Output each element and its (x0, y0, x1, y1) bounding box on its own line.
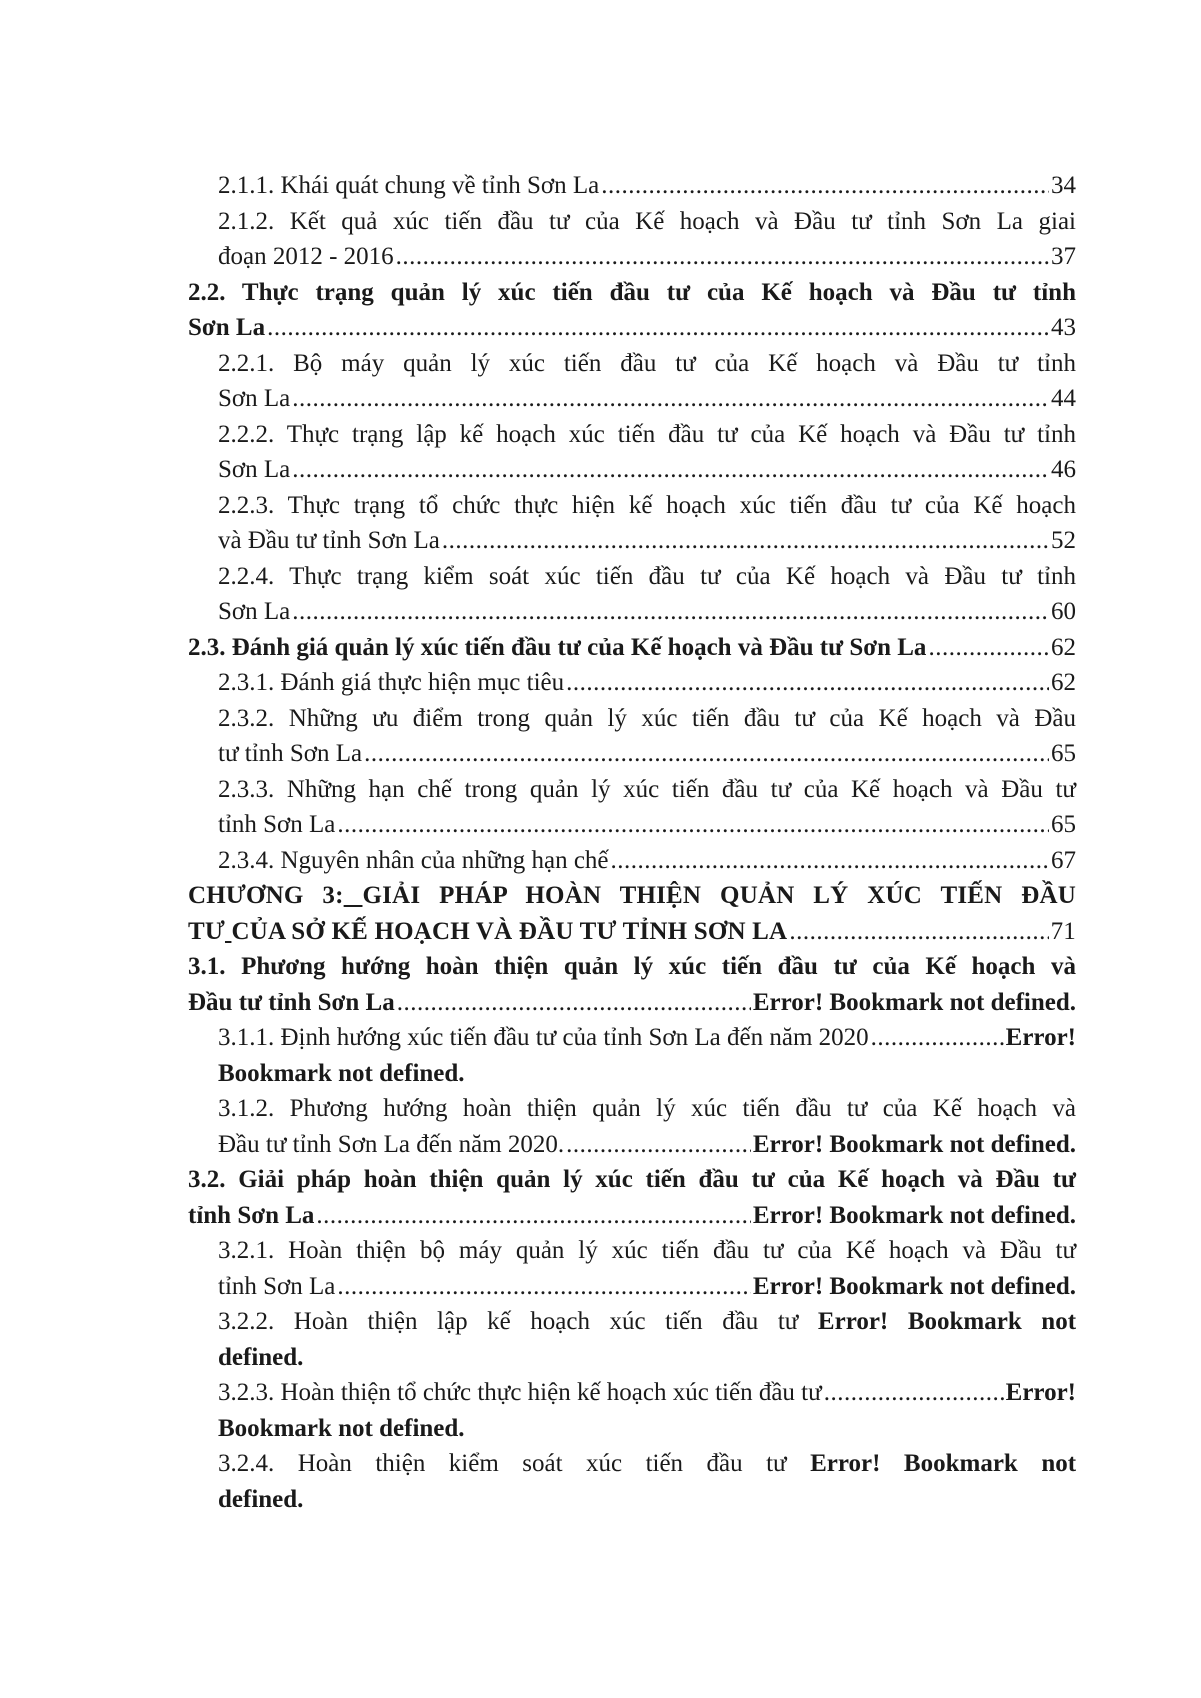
toc-entry-title: 2.2.2. Thực trạng lập kế hoạch xúc tiến đầu tư của Kế hoạch và Đầu tư tỉnh (218, 420, 1076, 448)
dot-leader (566, 1127, 751, 1163)
toc-entry-title: CHƯƠNG 3: GIẢI PHÁP HOÀN THIỆN QUẢN LÝ XÚC TIẾN ĐẦU (188, 882, 1077, 909)
toc-entry-3-2-3[interactable] (218, 1375, 1076, 1446)
toc-entry-title: 2.2. Thực trạng quản lý xúc tiến đầu tư của Kế hoạch và Đầu tư tỉnh (188, 278, 1076, 306)
bookmark-error-text: Bookmark not defined. (218, 1059, 465, 1087)
toc-entry-title-cont: tỉnh Sơn La (218, 811, 336, 838)
toc-page-number: 71 (1050, 917, 1076, 945)
toc-entry-3-2[interactable] (188, 1162, 1076, 1233)
toc-entry-title: 3.1. Phương hướng hoàn thiện quản lý xúc tiến đầu tư của Kế hoạch và (188, 953, 1076, 980)
toc-entry-title: 3.1.2. Phương hướng hoàn thiện quản lý xúc tiến đầu tư của Kế hoạch và (218, 1095, 1076, 1122)
toc-entry-title-cont: TƯ CỦA SỞ KẾ HOẠCH VÀ ĐẦU TƯ TỈNH SƠN LA (188, 917, 788, 945)
bookmark-error-text: Bookmark not defined. (218, 1414, 465, 1442)
dot-leader (789, 914, 1048, 950)
toc-entry-title: 2.3.1. Đánh giá thực hiện mục tiêu (218, 669, 565, 696)
bookmark-error-text: Error! (1005, 1379, 1076, 1406)
dot-leader (928, 630, 1049, 666)
toc-entry-title: 2.1.2. Kết quả xúc tiến đầu tư của Kế hoạch và Đầu tư tỉnh Sơn La giai (218, 207, 1076, 235)
toc-entry-title-cont: và Đầu tư tỉnh Sơn La (218, 527, 440, 554)
dot-leader (337, 1269, 750, 1305)
toc-entry-title-cont: Sơn La (218, 598, 291, 625)
toc-entry-title: 3.2.4. Hoàn thiện kiểm soát xúc tiến đầu tư Error! Bookmark not (218, 1450, 1077, 1477)
toc-page-number: 60 (1051, 598, 1076, 625)
toc-entry-title-cont: Đầu tư tỉnh Sơn La đến năm 2020. (218, 1130, 565, 1158)
toc-page-number: 34 (1051, 172, 1076, 199)
toc-entry-2-2-3[interactable] (218, 488, 1076, 559)
toc-entry-3-1-2[interactable] (218, 1091, 1076, 1162)
toc-entry-3-2-2[interactable] (218, 1304, 1076, 1375)
bookmark-error-text: Error! Bookmark not defined. (752, 1201, 1076, 1229)
bookmark-error-text: Error! Bookmark not defined. (752, 988, 1076, 1016)
dot-leader (292, 594, 1049, 630)
toc-entry-2-3-1[interactable] (218, 665, 1076, 701)
toc-entry-2-3-2[interactable] (218, 701, 1076, 772)
bookmark-error-text: Error! Bookmark not defined. (752, 1130, 1076, 1158)
toc-entry-2-3-3[interactable] (218, 772, 1076, 843)
toc-entry-title-cont: Sơn La (188, 314, 266, 341)
toc-entry-3-2-1[interactable] (218, 1233, 1076, 1304)
dot-leader (566, 665, 1049, 701)
toc-entry-title: 3.1.1. Định hướng xúc tiến đầu tư của tỉnh Sơn La đến năm 2020 (218, 1024, 869, 1051)
toc-entry-2-2-2[interactable] (218, 417, 1076, 488)
toc-entry-title: 2.1.1. Khái quát chung về tỉnh Sơn La (218, 172, 600, 199)
dot-leader (397, 985, 751, 1021)
toc-entry-title-cont: tư tỉnh Sơn La (218, 740, 363, 767)
toc-entry-title: 2.3. Đánh giá quản lý xúc tiến đầu tư của Kế hoạch và Đầu tư Sơn La (188, 633, 927, 661)
bookmark-error-text: defined. (218, 1343, 304, 1371)
dot-leader (337, 807, 1049, 843)
dot-leader (871, 1020, 1004, 1056)
toc-entry-2-2-1[interactable] (218, 346, 1076, 417)
dot-leader (396, 239, 1049, 275)
toc-entry-title: 2.2.4. Thực trạng kiểm soát xúc tiến đầu tư của Kế hoạch và Đầu tư tỉnh (218, 562, 1076, 590)
toc-entry-title-cont: đoạn 2012 - 2016 (218, 243, 394, 270)
toc-page-number: 62 (1051, 633, 1076, 661)
dot-leader (601, 168, 1049, 204)
toc-page-number: 44 (1051, 385, 1076, 412)
toc-page-number: 52 (1051, 527, 1076, 554)
toc-entry-title-cont: tỉnh Sơn La (188, 1201, 315, 1229)
toc-entry-title: 2.3.2. Những ưu điểm trong quản lý xúc tiến đầu tư của Kế hoạch và Đầu (218, 704, 1076, 732)
bookmark-error-text: Error! (1005, 1024, 1076, 1051)
toc-entry-2-3-4[interactable] (218, 843, 1076, 879)
toc-page-number: 67 (1051, 846, 1076, 874)
bookmark-error-text: defined. (218, 1485, 304, 1513)
toc-entry-title: 2.2.1. Bộ máy quản lý xúc tiến đầu tư của Kế hoạch và Đầu tư tỉnh (218, 349, 1076, 377)
dot-leader (267, 310, 1049, 346)
dot-leader (292, 381, 1049, 417)
toc-entry-title-cont: Sơn La (218, 456, 291, 483)
toc-entry-title: 3.2.2. Hoàn thiện lập kế hoạch xúc tiến đầu tư Error! Bookmark not (218, 1308, 1077, 1335)
toc-entry-title-cont: Đầu tư tỉnh Sơn La (188, 988, 395, 1016)
toc-entry-title: 3.2.3. Hoàn thiện tổ chức thực hiện kế hoạch xúc tiến đầu tư (218, 1379, 822, 1406)
toc-page-number: 37 (1051, 243, 1076, 270)
dot-leader (364, 736, 1049, 772)
toc-entry-2-1-1[interactable] (218, 168, 1076, 204)
toc-page-number: 46 (1051, 456, 1076, 483)
toc-entry-3-2-4[interactable] (218, 1446, 1076, 1517)
bookmark-error-text: Error! Bookmark not defined. (752, 1272, 1076, 1300)
toc-entry-chapter-3[interactable] (188, 878, 1076, 949)
toc-entry-2-3[interactable] (188, 630, 1076, 666)
toc-page-number: 65 (1051, 740, 1076, 767)
toc-entry-2-2[interactable] (188, 275, 1076, 346)
dot-leader (292, 452, 1049, 488)
dot-leader (442, 523, 1049, 559)
toc-entry-title: 2.3.3. Những hạn chế trong quản lý xúc tiến đầu tư của Kế hoạch và Đầu tư (218, 775, 1076, 803)
dot-leader (316, 1198, 750, 1234)
dot-leader (611, 843, 1049, 879)
toc-entry-title-cont: tỉnh Sơn La (218, 1272, 336, 1300)
dot-leader (824, 1375, 1004, 1411)
toc-entry-title: 2.3.4. Nguyên nhân của những hạn chế (218, 846, 609, 874)
toc-entry-title-cont: Sơn La (218, 385, 291, 412)
toc-page-number: 43 (1051, 314, 1076, 341)
toc-page-number: 65 (1051, 811, 1076, 838)
toc-entry-title: 3.2. Giải pháp hoàn thiện quản lý xúc tiến đầu tư của Kế hoạch và Đầu tư (188, 1166, 1076, 1193)
toc-entry-title: 3.2.1. Hoàn thiện bộ máy quản lý xúc tiến đầu tư của Kế hoạch và Đầu tư (218, 1237, 1076, 1264)
toc-entry-2-2-4[interactable] (218, 559, 1076, 630)
toc-entry-title: 2.2.3. Thực trạng tổ chức thực hiện kế hoạch xúc tiến đầu tư của Kế hoạch (218, 491, 1076, 519)
toc-page-number: 62 (1051, 669, 1076, 696)
table-of-contents (188, 168, 1076, 1517)
toc-entry-3-1-1[interactable] (218, 1020, 1076, 1091)
toc-entry-2-1-2[interactable] (218, 204, 1076, 275)
toc-entry-3-1[interactable] (188, 949, 1076, 1020)
